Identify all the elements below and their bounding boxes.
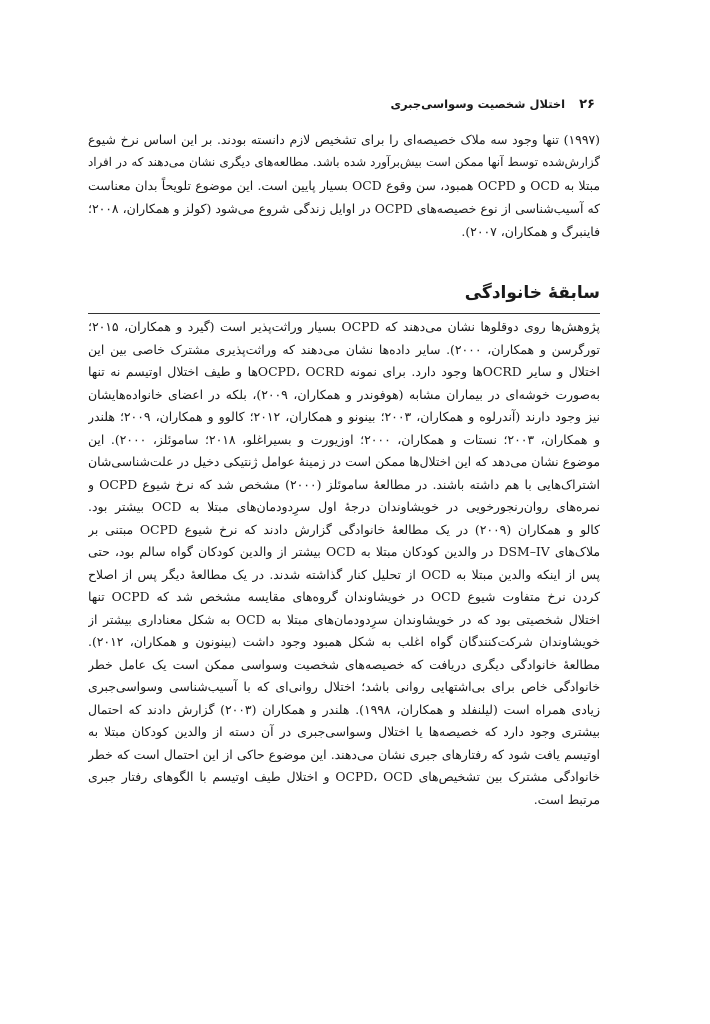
text-line: به‌صورت خوشه‌ای در بیماران مشابه (هوفوندر و همکاران، ۲۰۰۹)، بلکه در اعضای خانواده‌هایشان <box>88 386 600 402</box>
text-line: کردن نرخ متفاوت شیوع OCD در خویشاوندان گروه‌های مقایسه مشخص شد که OCPD تنها <box>88 589 600 604</box>
text-line: مطالعۀ خانوادگی دیگری دریافت که خصیصه‌های شخصیت وسواسی ممکن است یک عامل خطر <box>88 656 600 672</box>
text-line: پس از اینکه والدین مبتلا به OCD از تحلیل کنار گذاشته شدند. در یک مطالعۀ دیگر پس از اصلاح <box>88 566 600 582</box>
text-line: اختلال و سایر OCRDها وجود دارد. برای نمونه OCPD، OCRDها و طیف اختلال اوتیسم نه تنها <box>88 364 600 379</box>
text-line: اختلال شخصیتی بود که در خویشاوندان سرِدودمان‌های مبتلا به OCD به شکل معناداری بیشتر از <box>88 611 600 627</box>
text-line: نیز وجود دارند (آندرلوه و همکاران، ۲۰۰۳؛ بینونو و همکاران، ۲۰۱۲؛ کالوو و همکاران، ۲۰۰۹؛ هلندر <box>88 409 600 424</box>
text-line: خانوادگی خاص برای بی‌اشتهایی روانی باشد؛ اختلال روانی‌ای که با آسیب‌شناسی وسواسی‌جبری <box>88 679 600 694</box>
text-line: پژوهش‌ها روی دوقلوها نشان می‌دهند که OCPD بسیار وراثت‌پذیر است (گیرد و همکاران، ۲۰۱۵؛ <box>88 319 600 334</box>
text-line: خانوادگی مشترک بین تشخیص‌های OCPD، OCD و اختلال طیف اوتیسم با الگوهای رفتار جبری <box>88 769 600 784</box>
text-line: فاینبرگ و همکاران، ۲۰۰۷). <box>461 224 600 239</box>
section-heading: سابقۀ خانوادگی <box>464 283 600 303</box>
body-paragraph <box>88 316 600 811</box>
text-line: کالو و همکاران (۲۰۰۹) در یک مطالعۀ خانوادگی گزارش دادند که نرخ شیوع OCPD مبتنی بر <box>88 521 600 537</box>
text-line: (۱۹۹۷) تنها وجود سه ملاک خصیصه‌ای را برای تشخیص لازم دانسته بودند. بر این اساس نرخ شیوع <box>88 132 600 147</box>
running-header <box>88 93 595 115</box>
text-line: اوتیسم یافت شود که رفتارهای جبری نشان می‌دهند. این موضوع حاکی از این احتمال است که خطر <box>88 746 600 762</box>
text-line: مرتبط است. <box>533 791 600 807</box>
text-line: گزارش‌شده توسط آنها ممکن است بیش‌برآورد شده باشد. مطالعه‌های دیگری نشان می‌دهند که در افراد <box>88 155 600 169</box>
heading-rule <box>88 313 600 314</box>
text-line: بیشتری وجود دارد که خصیصه‌ها یا اختلال وسواسی‌جبری در آن دسته از والدین کودکان مبتلا به <box>88 724 600 739</box>
text-line: ملاک‌های DSM–IV در والدین کودکان مبتلا به OCD بیشتر از والدین کودکان گواه سالم بود، حتی <box>88 544 600 559</box>
text-line: خویشاوندان شرکت‌کنندگان گواه اغلب به شکل همبود وجود داشت (بینونون و همکاران، ۲۰۱۲). <box>88 634 600 649</box>
running-title: اختلال شخصیت وسواسی‌جبری <box>390 97 566 111</box>
text-line: و همکاران، ۲۰۰۳؛ نستات و همکاران، ۲۰۰۰؛ اوزیورت و بسیراغلو، ۲۰۱۸؛ ساموئلز، ۲۰۰۰). این <box>88 431 600 447</box>
text-line: تورگرسن و همکاران، ۲۰۰۰). سایر داده‌ها نشان می‌دهند که وراثت‌پذیری مشترک خاصی بین این <box>88 341 600 357</box>
text-line: اشتراک‌هایی با هم داشته باشند. در مطالعۀ ساموئلز (۲۰۰۰) مشخص شد که نرخ شیوع OCPD و <box>88 476 600 492</box>
intro-paragraph <box>88 128 600 243</box>
text-line: زیادی همراه است (لیلنفلد و همکاران، ۱۹۹۸). هلندر و همکاران (۲۰۰۳) گزارش دادند که احتمال <box>88 701 600 717</box>
page-number: ۲۶ <box>579 96 595 112</box>
text-line: مبتلا به OCD و OCPD همبود، سن وقوع OCD بسیار پایین است. این موضوع تلویحاً بدان معناست <box>88 178 600 193</box>
text-line: موضوع نشان می‌دهد که این اختلال‌ها ممکن است در زمینۀ عوامل ژنتیکی دخیل در علت‌شناسی‌شان <box>88 454 600 469</box>
text-line: که آسیب‌شناسی از نوع خصیصه‌های OCPD در اوایل زندگی شروع می‌شود (کولز و همکاران، ۲۰۰۸؛ <box>88 201 600 216</box>
text-line: نمره‌های روان‌رنجورخویی در خویشاوندان درجۀ اول سرِدودمان‌های مبتلا به OCD بیشتر بود. <box>88 499 600 514</box>
